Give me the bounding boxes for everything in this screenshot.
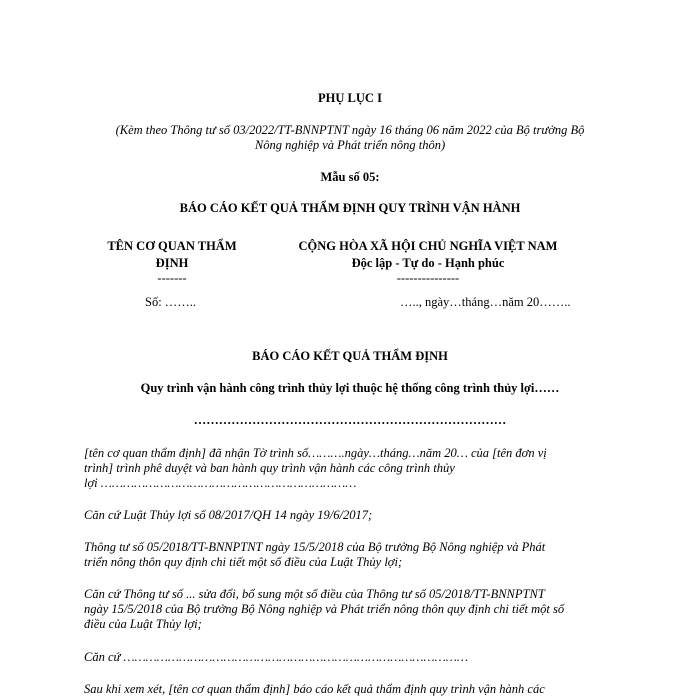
motto-rule: --------------- — [396, 271, 460, 285]
report-dots: ………………………………………………………………… — [193, 413, 507, 427]
report-subtitle: Quy trình vận hành công trình thủy lợi thuộc hệ thống công trình thủy lợi…… — [140, 381, 560, 395]
appendix-subtitle-line1: (Kèm theo Thông tư số 03/2022/TT-BNNPTNT ngày 16 tháng 06 năm 2022 của Bộ trưởng Bộ — [115, 123, 585, 137]
form-number: Mẫu số 05: — [320, 170, 380, 184]
appendix-title: PHỤ LỤC I — [318, 91, 382, 105]
paragraph-other-basis: Căn cứ ………………………………………………………………………………… — [84, 650, 469, 664]
paragraph-circular-line2: triển nông thôn quy định chi tiết một số điều của Luật Thủy lợi; — [84, 555, 403, 569]
paragraph-amendment-line3: điều của Luật Thủy lợi; — [84, 617, 202, 631]
paragraph-amendment-line2: ngày 15/5/2018 của Bộ trưởng Bộ Nông nghiệp và Phát triển nông thôn quy định chi tiết một số — [84, 602, 565, 616]
appendix-subtitle-line2: Nông nghiệp và Phát triển nông thôn) — [254, 138, 446, 152]
paragraph-conclusion: Sau khi xem xét, [tên cơ quan thẩm định] báo cáo kết quả thẩm định quy trình vận hành các — [84, 682, 545, 696]
paragraph-submission-line3: lợi …………………………………………………………… — [84, 476, 357, 490]
agency-name-line1: TÊN CƠ QUAN THẨM — [107, 239, 237, 253]
agency-name-line2: ĐỊNH — [155, 256, 189, 270]
nation-title: CỘNG HÒA XÃ HỘI CHỦ NGHĨA VIỆT NAM — [298, 239, 558, 253]
nation-motto: Độc lập - Tự do - Hạnh phúc — [351, 256, 505, 270]
document-number: Số: …….. — [145, 295, 197, 309]
agency-rule: ------- — [157, 271, 187, 285]
document-date: ….., ngày…tháng…năm 20…….. — [400, 295, 571, 309]
paragraph-law-basis: Căn cứ Luật Thủy lợi số 08/2017/QH 14 ngày 19/6/2017; — [84, 508, 373, 522]
paragraph-submission-line2: trình] trình phê duyệt và ban hành quy trình vận hành các công trình thủy — [84, 461, 455, 475]
paragraph-submission-line1: [tên cơ quan thẩm định] đã nhận Tờ trình số……….ngày…tháng…năm 20… của [tên đơn vị — [84, 446, 547, 460]
paragraph-circular-line1: Thông tư số 05/2018/TT-BNNPTNT ngày 15/5/2018 của Bộ trưởng Bộ Nông nghiệp và Phát — [84, 540, 546, 554]
form-title: BÁO CÁO KẾT QUẢ THẨM ĐỊNH QUY TRÌNH VẬN HÀNH — [179, 201, 521, 215]
paragraph-amendment-line1: Căn cứ Thông tư số ... sửa đổi, bổ sung một số điều của Thông tư số 05/2018/TT-BNNPTNT — [84, 587, 545, 601]
report-title: BÁO CÁO KẾT QUẢ THẨM ĐỊNH — [252, 349, 448, 363]
